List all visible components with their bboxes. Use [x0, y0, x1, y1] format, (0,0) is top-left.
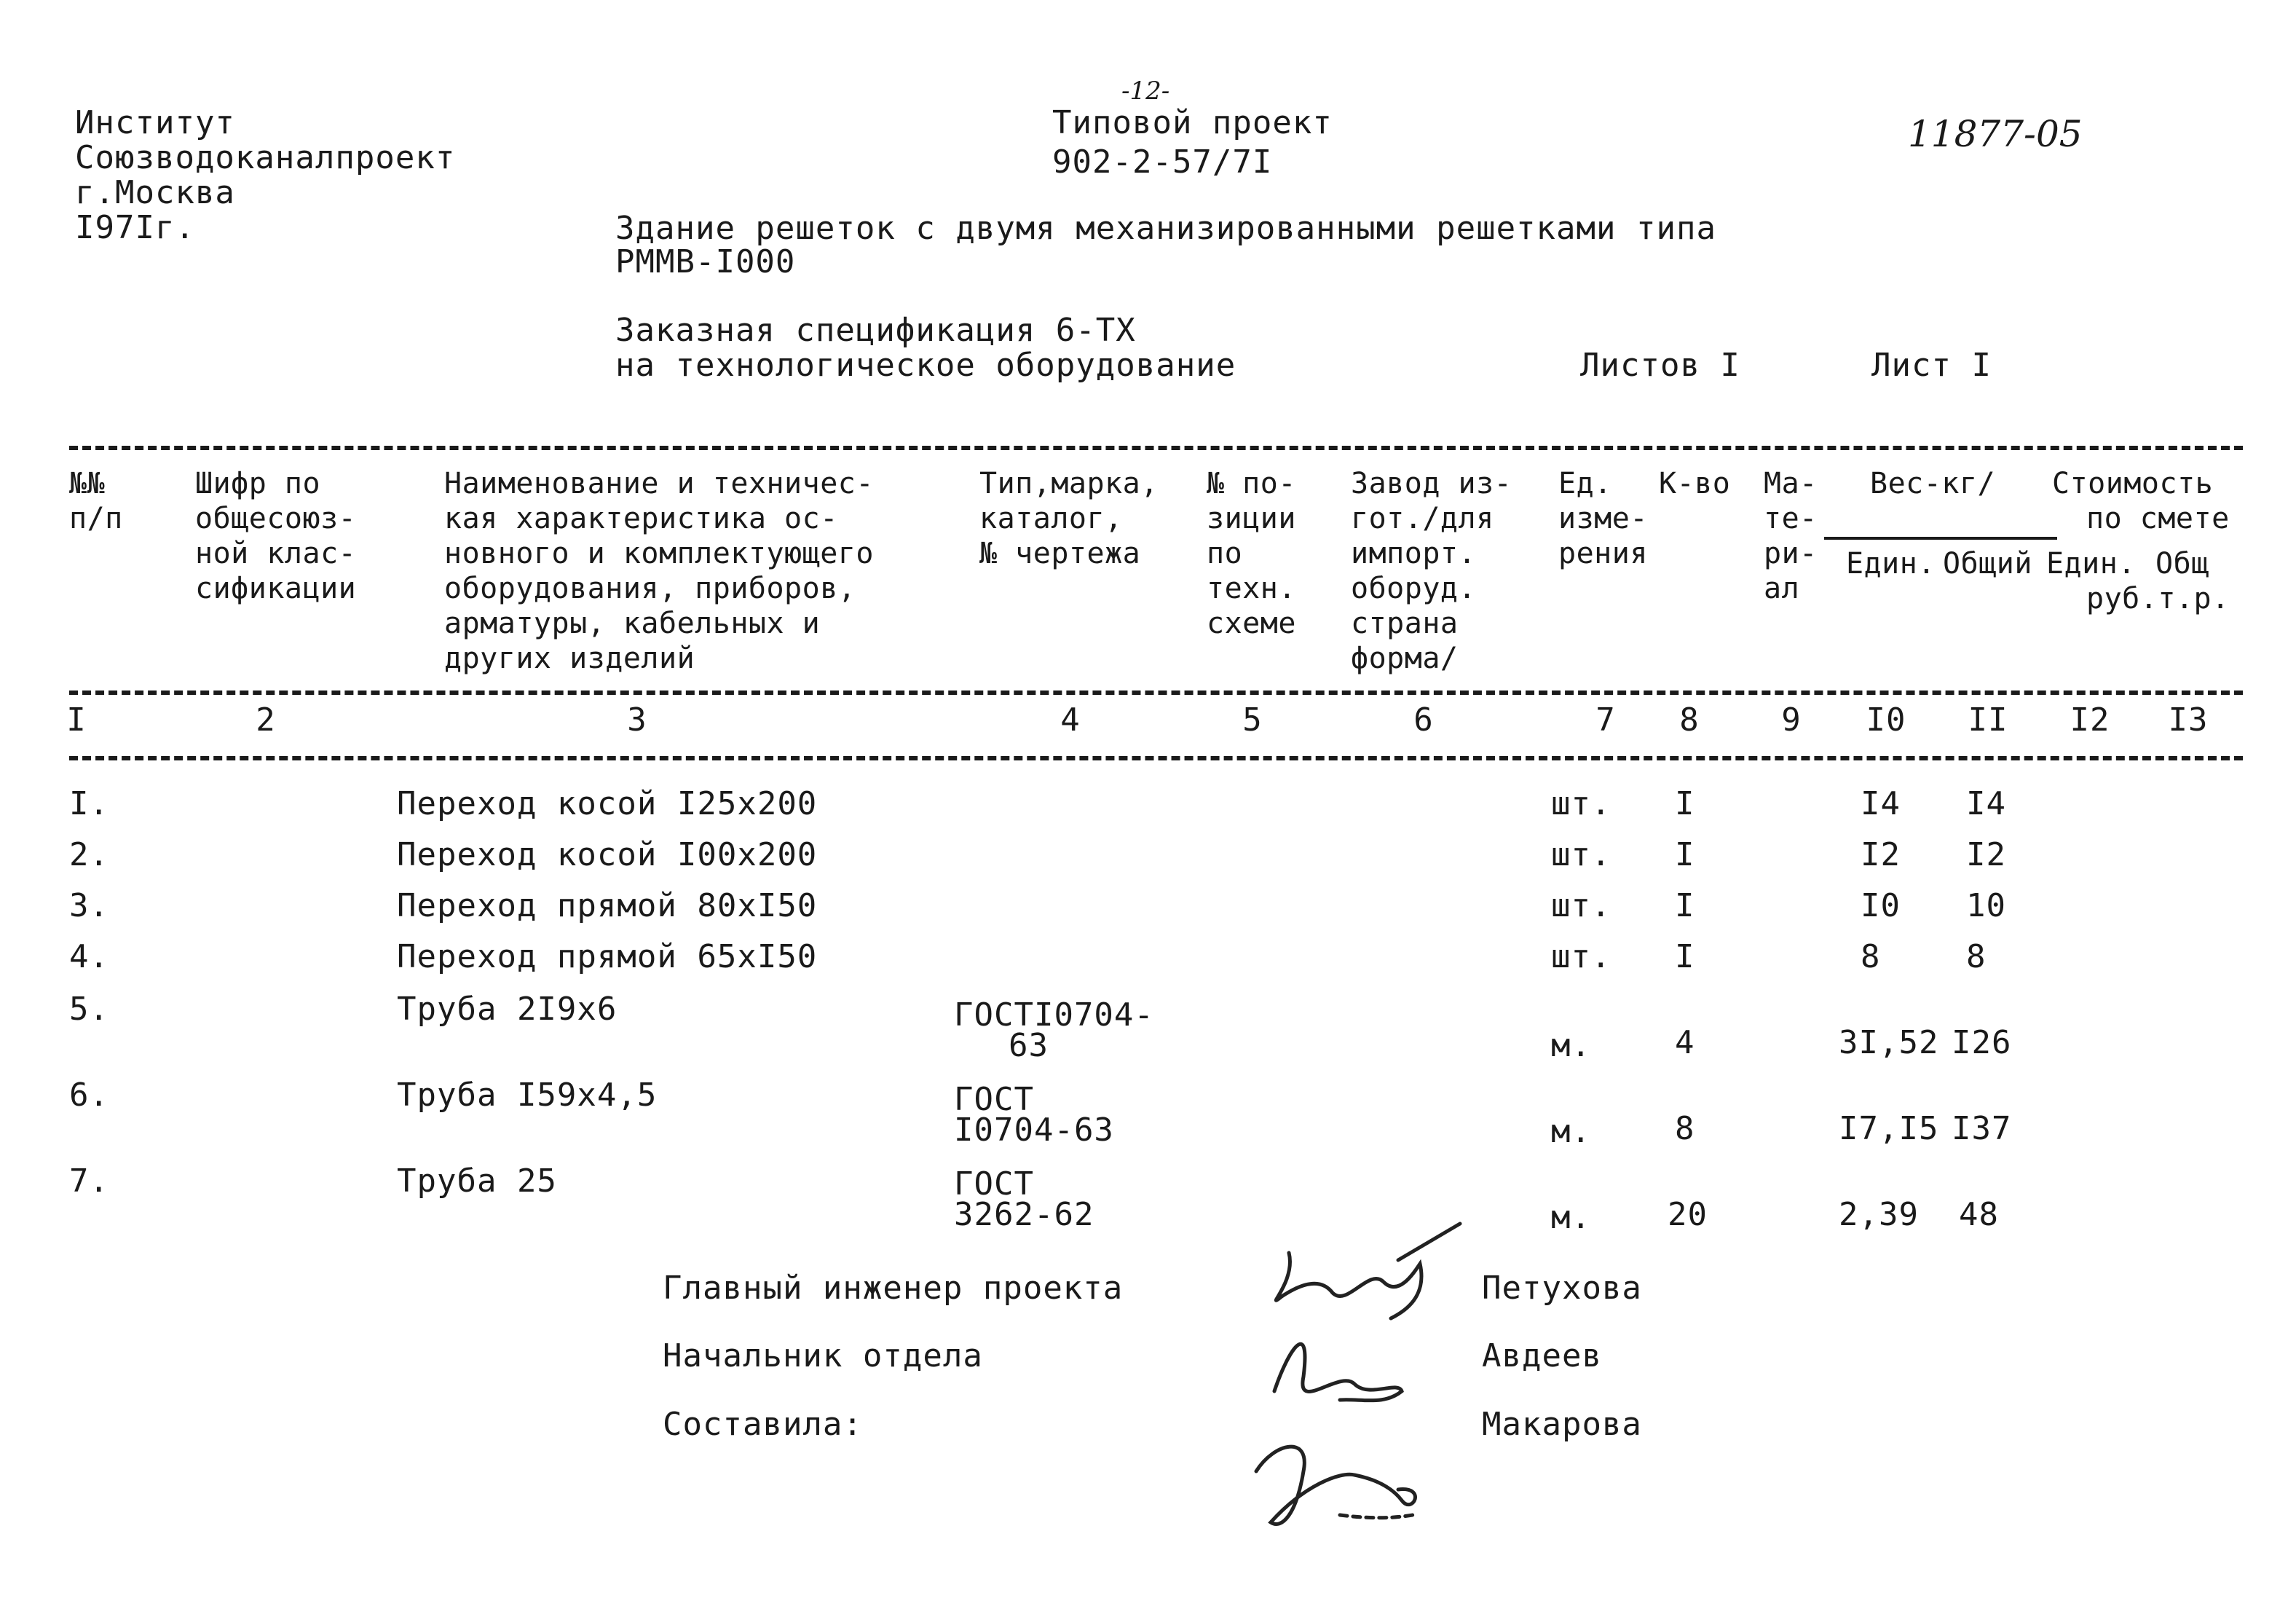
row-weight-unit: I7,I5 [1839, 1110, 1939, 1147]
header-text: импорт. [1351, 537, 1477, 570]
column-number: 5 [1242, 701, 1263, 739]
row-unit: шт. [1551, 938, 1611, 975]
column-header-cost: Стоимость [2052, 467, 2214, 500]
row-name: Переход прямой 80хI50 [397, 887, 818, 924]
row-weight-unit: 8 [1861, 938, 1881, 975]
row-type: ГОСТ [954, 1081, 1034, 1118]
row-number: I. [69, 785, 109, 822]
header-text: Завод из- [1351, 467, 1512, 500]
row-weight-total: 10 [1966, 887, 2006, 924]
column-number: I2 [2070, 701, 2110, 739]
table-top-rule [69, 446, 2243, 450]
header-text: сификации [195, 572, 357, 605]
header-text: ной клас- [195, 537, 357, 570]
row-name: Переход прямой 65хI50 [397, 938, 818, 975]
row-number: 7. [69, 1162, 109, 1200]
column-number: I3 [2168, 701, 2209, 739]
spec-subtitle: на технологическое оборудование [615, 347, 1236, 384]
project-label: Типовой проект [1052, 104, 1333, 141]
row-name: Труба 2I9х6 [397, 991, 618, 1028]
row-weight-total: I37 [1952, 1110, 2012, 1147]
column-number: 7 [1595, 701, 1616, 739]
sheets-total: Листов I [1580, 347, 1740, 384]
header-text: общесоюз- [195, 502, 357, 535]
signature-scribble-2 [1274, 1344, 1402, 1401]
header-text: гот./для [1351, 502, 1494, 535]
signature-name: Макарова [1482, 1406, 1642, 1443]
header-text: каталог, [979, 502, 1123, 535]
row-quantity: I [1675, 785, 1695, 822]
handwritten-signatures [1194, 1209, 1471, 1537]
header-text: кая характеристика ос- [444, 502, 838, 535]
row-quantity: 20 [1668, 1196, 1708, 1233]
row-quantity: I [1675, 887, 1695, 924]
page-mark: -12- [1121, 76, 1170, 106]
institute-line: I97Iг. [75, 209, 195, 246]
row-quantity: I [1675, 836, 1695, 873]
header-text: № чертежа [979, 537, 1141, 570]
column-header-cost-line2: по смете [2086, 502, 2230, 535]
row-quantity: I [1675, 938, 1695, 975]
signature-scribble-3 [1256, 1447, 1415, 1524]
institute-line: Институт [75, 104, 235, 141]
row-quantity: 8 [1675, 1110, 1695, 1147]
header-text: страна [1351, 607, 1459, 640]
header-text: оборудования, приборов, [444, 572, 856, 605]
column-header-cost-total: Общ [2155, 547, 2209, 581]
document-title-type: РММВ-I000 [615, 243, 796, 280]
numbers-bottom-rule [69, 756, 2243, 760]
column-number: 8 [1679, 701, 1700, 739]
row-number: 6. [69, 1077, 109, 1114]
header-text: арматуры, кабельных и [444, 607, 821, 640]
row-unit: м. [1551, 1027, 1591, 1064]
header-text: ри- [1764, 537, 1818, 570]
row-number: 4. [69, 938, 109, 975]
header-text: новного и комплектующего [444, 537, 874, 570]
header-text: других изделий [444, 642, 695, 675]
row-weight-total: I4 [1966, 785, 2006, 822]
column-number: I [66, 701, 87, 739]
row-type: 3262-62 [954, 1196, 1094, 1233]
row-name: Труба I59х4,5 [397, 1077, 658, 1114]
header-text: форма/ [1351, 642, 1459, 675]
row-weight-unit: 2,39 [1839, 1196, 1919, 1233]
row-weight-unit: I2 [1861, 836, 1901, 873]
column-number: 4 [1060, 701, 1081, 739]
column-header-cost-units: руб.т.р. [2086, 582, 2230, 615]
column-header-weight: Вес-кг/ [1870, 467, 1996, 500]
signature-name: Петухова [1482, 1270, 1642, 1307]
institute-line: г.Москва [75, 174, 235, 211]
row-number: 3. [69, 887, 109, 924]
row-number: 2. [69, 836, 109, 873]
header-text: рения [1558, 537, 1648, 570]
weight-header-rule [1824, 537, 2057, 540]
column-header-weight-total: Общий [1943, 547, 2032, 581]
row-name: Переход косой I25х200 [397, 785, 818, 822]
document-title: Здание решеток с двумя механизированными решетками типа [615, 210, 1716, 247]
row-weight-unit: 3I,52 [1839, 1024, 1939, 1061]
handwritten-number: 11877-05 [1908, 113, 2083, 155]
signature-name: Авдеев [1482, 1337, 1602, 1374]
signature-flourish-1 [1398, 1224, 1460, 1260]
project-number: 902-2-57/7I [1052, 143, 1273, 181]
signature-role: Главный инженер проекта [663, 1270, 1124, 1307]
row-weight-total: I26 [1952, 1024, 2012, 1061]
row-weight-total: 48 [1959, 1196, 1999, 1233]
header-text: Ед. [1558, 467, 1612, 500]
row-weight-unit: I4 [1861, 785, 1901, 822]
row-unit: м. [1551, 1199, 1591, 1236]
header-text: Тип,марка, [979, 467, 1159, 500]
header-bottom-rule [69, 691, 2243, 695]
column-number: II [1968, 701, 2008, 739]
header-text: зиции [1207, 502, 1296, 535]
header-text: ал [1764, 572, 1800, 605]
row-unit: шт. [1551, 836, 1611, 873]
column-number: 2 [256, 701, 276, 739]
row-type: I0704-63 [954, 1112, 1114, 1149]
spec-title: Заказная спецификация 6-ТХ [615, 312, 1136, 349]
header-text: изме- [1558, 502, 1648, 535]
row-unit: м. [1551, 1113, 1591, 1150]
row-name: Переход косой I00х200 [397, 836, 818, 873]
row-weight-unit: I0 [1861, 887, 1901, 924]
institute-line: Союзводоканалпроект [75, 139, 456, 176]
row-weight-total: 8 [1966, 938, 1987, 975]
row-unit: шт. [1551, 785, 1611, 822]
row-weight-total: I2 [1966, 836, 2006, 873]
column-number: 6 [1413, 701, 1434, 739]
column-number: 9 [1781, 701, 1802, 739]
header-text: по [1207, 537, 1243, 570]
header-text: техн. [1207, 572, 1296, 605]
header-text: оборуд. [1351, 572, 1477, 605]
header-text: Наименование и техничес- [444, 467, 874, 500]
header-text: №№ [69, 467, 106, 500]
header-text: п/п [69, 502, 123, 535]
row-unit: шт. [1551, 887, 1611, 924]
header-text: те- [1764, 502, 1818, 535]
row-name: Труба 25 [397, 1162, 557, 1200]
header-text: Ма- [1764, 467, 1818, 500]
sheet-number: Лист I [1871, 347, 1992, 384]
column-header-cost-unit: Един. [2046, 547, 2136, 581]
row-quantity: 4 [1675, 1024, 1695, 1061]
row-number: 5. [69, 991, 109, 1028]
signature-scribble-1 [1276, 1253, 1421, 1318]
row-type: ГОСТI0704- [954, 996, 1154, 1034]
column-number: I0 [1866, 701, 1906, 739]
column-header-weight-unit: Един. [1846, 547, 1936, 581]
header-text: Шифр по [195, 467, 321, 500]
signature-role: Составила: [663, 1406, 863, 1443]
row-type: ГОСТ [954, 1165, 1034, 1203]
row-type: 63 [1009, 1027, 1049, 1064]
header-text: № по- [1207, 467, 1296, 500]
signature-role: Начальник отдела [663, 1337, 983, 1374]
column-number: 3 [627, 701, 647, 739]
column-header-8: К-во [1659, 467, 1731, 500]
header-text: схеме [1207, 607, 1296, 640]
signature-flourish-3 [1340, 1515, 1413, 1518]
